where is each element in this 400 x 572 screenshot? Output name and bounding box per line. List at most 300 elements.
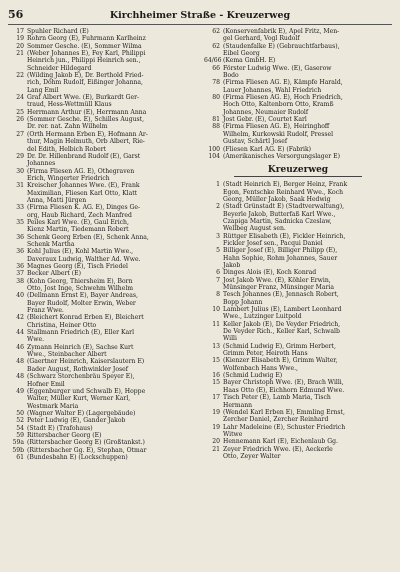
resident-names: [27, 263, 196, 270]
house-number: 81: [212, 116, 220, 124]
section-heading: Kreuzerweg: [234, 165, 362, 177]
resident-names: [223, 372, 392, 379]
address-entry: [204, 43, 392, 58]
entry-line: (Firma Fliesen AG. E), Hoch Friedrich,: [223, 94, 343, 102]
entry-line: Willi: [223, 335, 237, 343]
resident-names: [27, 116, 196, 131]
house-number: 17: [212, 394, 220, 402]
house-number: 66: [212, 64, 220, 72]
address-entry: [8, 248, 196, 263]
address-entry: [8, 447, 196, 454]
entry-line: Erich, Wingerter Friedrich: [27, 174, 110, 182]
entry-line: Billiger Josef (E), Billiger Philipp (E),: [223, 247, 338, 255]
entry-line: Zercher Daniel, Zercher Reinhard: [223, 416, 329, 424]
entry-line: Rüttger Elisabeth (E), Fickler Heinrich,: [223, 232, 346, 240]
house-number: 104: [208, 152, 220, 160]
resident-names: [223, 277, 392, 292]
address-entry: [204, 409, 392, 424]
house-number: 16: [212, 372, 220, 380]
address-entry: [8, 168, 196, 183]
resident-names: [27, 131, 196, 153]
entry-line: Wilhelm, Kurkowski Rudolf, Pressel: [223, 130, 334, 138]
address-entry: [8, 153, 196, 168]
entry-line: Stallmann Friedrich (E), Eller Karl: [27, 329, 135, 337]
house-number: 27: [16, 130, 24, 138]
resident-names: [27, 358, 196, 373]
resident-names: [223, 181, 392, 203]
address-entry: [204, 79, 392, 94]
entry-line: Hahn Sophie, Rohm Johannes, Sauer: [223, 254, 338, 262]
resident-names: [27, 43, 196, 50]
resident-names: [223, 153, 392, 160]
resident-names: [223, 203, 392, 232]
resident-names: [27, 278, 196, 293]
address-entry: [8, 35, 196, 42]
house-number: 30: [16, 167, 24, 175]
running-title: Kirchheimer Straße - Kreuzerweg: [109, 10, 291, 21]
right-column-bottom: [204, 181, 392, 460]
entry-line: Kreischer Johannes Wwe. (E), Frank: [27, 182, 140, 190]
resident-names: [27, 388, 196, 410]
house-number: 22: [16, 72, 24, 80]
house-number: 52: [16, 417, 24, 425]
entry-line: Schenk Martha: [27, 240, 75, 248]
house-number: 24: [16, 94, 24, 102]
entry-line: Otto, Jost Inge, Schwehm Wilhelm: [27, 285, 134, 293]
address-entry: [204, 379, 392, 394]
address-entry: [8, 454, 196, 461]
entry-line: (Orth Hermann Erben E), Hofmann Ar-: [27, 130, 148, 138]
house-number: 19: [212, 423, 220, 431]
entry-line: Magnes Georg (E), Tisch Friedel: [27, 263, 128, 270]
resident-names: [27, 50, 196, 72]
address-entry: [204, 28, 392, 43]
house-number: 36: [16, 248, 24, 256]
house-number: 42: [16, 314, 24, 322]
left-column: [8, 28, 196, 461]
house-number: 59: [16, 431, 24, 439]
address-entry: [204, 394, 392, 409]
entry-line: (Firma Fliesen K. AG. E), Dinges Ge-: [27, 204, 141, 212]
entry-line: Hofner Emil: [27, 380, 65, 388]
resident-names: [223, 146, 392, 153]
house-number: 38: [16, 277, 24, 285]
resident-names: [223, 57, 392, 64]
entry-line: (Schmid Ludwig E), Grimm Herbert,: [223, 342, 336, 350]
house-number: 17: [16, 28, 24, 35]
resident-names: [27, 248, 196, 263]
address-entry: [8, 358, 196, 373]
entry-line: Lauer Johannes, Wahl Friedrich: [223, 86, 322, 94]
entry-line: (Stadt E) (Trafohaus): [27, 424, 93, 432]
resident-names: [223, 247, 392, 269]
address-entry: [204, 424, 392, 439]
house-number: 19: [212, 408, 220, 416]
entry-line: Wwe., Steinbacher Albert: [27, 351, 107, 359]
entry-line: (Wilding Jakob E), Dr. Berthold Fried-: [27, 72, 144, 80]
entry-line: Johannes, Neumaier Rudolf: [223, 108, 309, 116]
resident-names: [27, 204, 196, 219]
address-entry: [204, 153, 392, 160]
entry-line: (Eggenburger und Schwalb E), Hoppe: [27, 387, 146, 395]
house-number: 15: [212, 379, 220, 387]
entry-line: Schneider Hildegard: [27, 64, 92, 72]
address-entry: [8, 43, 196, 50]
address-entry: [204, 146, 392, 153]
page-number: 56: [8, 8, 24, 21]
address-entry: [204, 438, 392, 445]
resident-names: [27, 270, 196, 277]
entry-line: (Kohn Georg, Thiersheim E), Born: [27, 277, 133, 285]
house-number: 64/66: [204, 57, 222, 65]
address-entry: [8, 94, 196, 109]
house-number: 7: [216, 276, 220, 284]
entry-line: (Rittersbacher Gg. E), Stephan, Otmar: [27, 446, 147, 454]
resident-names: [223, 79, 392, 94]
entry-line: (Gaertner Heinrich, Kaiserslautern E): [27, 358, 145, 366]
house-number: 78: [212, 79, 220, 87]
right-column-top: [204, 28, 392, 160]
resident-names: [27, 94, 196, 109]
entry-line: traud, Hess-Wettmüll Klaus: [27, 101, 112, 109]
entry-line: Otto, Zeyer Walter: [223, 452, 281, 460]
resident-names: [27, 417, 196, 424]
address-entry: [8, 314, 196, 329]
entry-line: (Firma Fliesen AG. E), Othegraven: [27, 167, 135, 175]
address-entry: [204, 116, 392, 123]
address-entry: [8, 263, 196, 270]
address-entry: [8, 50, 196, 72]
resident-names: [223, 233, 392, 248]
entry-line: Maximilian, Fliesen Karl Otto, Klatt: [27, 189, 138, 197]
house-number: 25: [16, 108, 24, 116]
entry-line: Hermann: [223, 401, 253, 409]
address-entry: [204, 291, 392, 306]
entry-line: (Schmid Ludwig E): [223, 372, 283, 380]
address-entry: [8, 131, 196, 153]
resident-names: [27, 410, 196, 417]
resident-names: [27, 182, 196, 204]
house-number: 20: [16, 42, 24, 50]
house-number: 21: [16, 50, 24, 58]
house-number: 49: [16, 387, 24, 395]
entry-line: (Fliesen Karl AG. E) (Fabrik): [223, 145, 312, 153]
entry-line: (Bleichert Konrad Erben E), Bleichert: [27, 314, 144, 322]
entry-line: Dinges Alois (E), Koch Konrad: [223, 269, 317, 277]
resident-names: [27, 447, 196, 454]
address-entry: [8, 270, 196, 277]
entry-line: Dr. rer. nat. Zahn Wilhelm: [27, 123, 108, 131]
house-number: 8: [216, 291, 220, 299]
entry-line: Herrmann Arthur (E), Herrmann Anna: [27, 108, 147, 116]
resident-names: [223, 424, 392, 439]
house-number: 48: [16, 358, 24, 366]
right-column: [204, 28, 392, 461]
entry-line: gel Gerhard, Vogl Rudolf: [223, 35, 300, 43]
address-entry: [8, 182, 196, 204]
resident-names: [27, 439, 196, 446]
entry-line: (Rittersbacher Georg E) (Großtankst.): [27, 439, 145, 447]
address-entry: [204, 372, 392, 379]
resident-names: [27, 344, 196, 359]
entry-line: Wwe.: [27, 336, 45, 344]
resident-names: [27, 329, 196, 344]
entry-line: Lambert Julius (E), Lambert Leonhard: [223, 306, 342, 314]
entry-line: Anna, Matti Jürgen: [27, 196, 87, 204]
entry-line: Wellbeg August sen.: [223, 225, 286, 233]
resident-names: [27, 432, 196, 439]
address-entry: [8, 109, 196, 116]
resident-names: [223, 43, 392, 58]
house-number: 36: [16, 263, 24, 270]
address-entry: [8, 417, 196, 424]
house-number: 88: [212, 123, 220, 131]
entry-line: De Veyder Rich., Keller Karl, Schwalb: [223, 328, 340, 336]
address-entry: [8, 329, 196, 344]
entry-line: (Weber Johannes E), Fey Karl, Philippi: [27, 50, 146, 58]
address-entry: [8, 116, 196, 131]
address-entry: [8, 388, 196, 410]
resident-names: [223, 28, 392, 43]
entry-line: (Sommer Gesche. E), Schilles August,: [27, 116, 145, 124]
entry-line: (Kienzer Elisabeth E), Grimm Walter,: [223, 357, 338, 365]
entry-line: Münsinger Franz, Münsinger Maria: [223, 284, 335, 291]
address-entry: [8, 219, 196, 234]
entry-line: Fickler Josef sen., Pacqui Daniel: [223, 239, 323, 247]
resident-names: [27, 219, 196, 234]
house-number: 46: [16, 343, 24, 351]
address-entry: [8, 28, 196, 35]
house-number: 19: [16, 35, 24, 43]
entry-line: rich, Döhm Rudolf, Eißinger Johanna,: [27, 79, 143, 87]
address-entry: [204, 65, 392, 80]
entry-line: (Firma Fliesen AG. E), Kämpfe Harald,: [223, 79, 343, 87]
address-entry: [204, 269, 392, 276]
entry-line: (Bundesbahn E) (Lockschuppen): [27, 453, 128, 461]
entry-line: del Edith, Helbich Robert: [27, 145, 107, 153]
address-entry: [204, 343, 392, 358]
entry-line: Zymann Heinrich (E), Sachse Kurt: [27, 343, 134, 351]
address-entry: [204, 233, 392, 248]
entry-line: Wolfenbach Hans Wwe.,: [223, 364, 298, 372]
entry-line: Hoch Otto, Kaltenborn Otto, Kramß: [223, 101, 334, 109]
entry-line: Grimm Peter, Heiroth Hans: [223, 350, 308, 358]
address-entry: [8, 432, 196, 439]
entry-line: (Firma Fliesen AG. E), Heiringhoff: [223, 123, 330, 131]
entry-line: Schenk Georg Erben (E), Schenk Anna,: [27, 233, 149, 241]
house-number: 50: [16, 409, 24, 417]
resident-names: [27, 292, 196, 314]
house-number: 2: [216, 203, 220, 211]
house-number: 6: [216, 269, 220, 277]
address-entry: [204, 94, 392, 116]
resident-names: [223, 438, 392, 445]
resident-names: [223, 94, 392, 116]
resident-names: [223, 394, 392, 409]
entry-line: Egon, Fentschke Reinhard Wwe., Koch: [223, 188, 344, 196]
entry-line: Kohl Julius (E), Kohl Martin Wwe.,: [27, 248, 134, 256]
resident-names: [223, 291, 392, 306]
entry-line: Georg, Müller Jakob, Saak Hedwig: [223, 195, 331, 203]
resident-names: [27, 373, 196, 388]
resident-names: [27, 314, 196, 329]
address-entry: [204, 181, 392, 203]
house-number: 11: [212, 320, 220, 328]
house-number: 15: [212, 357, 220, 365]
entry-line: Czapiga Martin, Sadnicka Czeslaw,: [223, 217, 332, 225]
entry-line: Gustav, Schärtl Josef: [223, 138, 288, 146]
house-number: 13: [212, 342, 220, 350]
address-entry: [204, 277, 392, 292]
entry-line: (Stadt Heinrich E), Berger Heinz, Frank: [223, 181, 348, 189]
entry-line: Beyerle Jakob, Butterfaß Karl Wwe.,: [223, 210, 336, 218]
entry-line: Jakob: [223, 261, 241, 269]
address-entry: [204, 57, 392, 64]
house-number: 100: [208, 145, 220, 153]
entry-line: Witwe: [223, 430, 243, 438]
resident-names: [27, 35, 196, 42]
address-entry: [8, 234, 196, 249]
entry-line: Bodo: [223, 72, 239, 80]
address-entry: [204, 446, 392, 461]
resident-names: [27, 72, 196, 94]
address-entry: [8, 72, 196, 94]
house-number: 10: [212, 306, 220, 314]
entry-line: Peiles Karl Wwe. (E), Gaul Erich,: [27, 218, 129, 226]
entry-line: org, Haub Richard, Zech Manfred: [27, 211, 132, 219]
entry-line: Tesch Johannes (E), Jennasch Robert,: [223, 291, 339, 299]
house-number: 1: [216, 181, 220, 189]
house-number: 44: [16, 329, 24, 337]
entry-line: Bayer Christoph Wwe. (E), Brach Willi,: [223, 379, 344, 387]
house-number: 5: [216, 247, 220, 255]
house-number: 20: [212, 438, 220, 446]
entry-line: Wwe., Lutzinger Luitpold: [223, 313, 302, 321]
entry-line: Tisch Peter (E), Lamb Maria, Tisch: [223, 394, 331, 402]
entry-line: Daveraux Ludwig, Walther Ad. Wwe.: [27, 255, 141, 263]
house-number: 40: [16, 292, 24, 300]
address-entry: [8, 439, 196, 446]
entry-line: Westmark Maria: [27, 402, 79, 410]
entry-line: Heinrich jun., Philippi Heinrich sen.,: [27, 57, 141, 65]
entry-line: Christina, Heiner Otto: [27, 321, 97, 329]
entry-line: Bader August, Rothwinkler Josef: [27, 365, 128, 373]
resident-names: [223, 321, 392, 343]
address-entry: [204, 203, 392, 232]
entry-line: Lang Emil: [27, 86, 59, 94]
resident-names: [223, 343, 392, 358]
entry-line: Kienz Martin, Tiedemann Robert: [27, 226, 129, 234]
address-entry: [204, 321, 392, 343]
house-number: 62: [212, 28, 220, 35]
entry-line: Bayer Rudolf, Molter Erwin, Weber: [27, 299, 136, 307]
resident-names: [27, 234, 196, 249]
entry-line: Jost Jakob Wwe. (E), Köhler Erwin,: [223, 276, 331, 284]
entry-line: (Stadt Grünstadt E) (Stadtverwaltung),: [223, 203, 345, 211]
entry-line: (Wendel Karl Erben E), Emmling Ernst,: [223, 408, 345, 416]
resident-names: [27, 425, 196, 432]
resident-names: [27, 168, 196, 183]
address-entry: [8, 410, 196, 417]
house-number: 62: [212, 42, 220, 50]
resident-names: [27, 454, 196, 461]
house-number: 35: [16, 218, 24, 226]
entry-line: Johannes: [27, 160, 56, 168]
house-number: 54: [16, 424, 24, 432]
entry-line: Walter, Müller Kurt, Werner Karl,: [27, 395, 131, 403]
resident-names: [223, 123, 392, 145]
house-number: 31: [16, 182, 24, 190]
entry-line: Hennemann Karl (E), Eichenlaub Gg.: [223, 438, 338, 446]
entry-line: Förster Ludwig Wwe. (E), Gaserow: [223, 64, 332, 72]
entry-line: (Kema GmbH. E): [223, 57, 276, 65]
resident-names: [223, 446, 392, 461]
entry-line: Eibel Georg: [223, 50, 260, 58]
house-number: 48: [16, 373, 24, 381]
resident-names: [223, 379, 392, 394]
resident-names: [223, 65, 392, 80]
entry-line: Keller Jakob (E), De Veyder Friedrich,: [223, 320, 341, 328]
address-entry: [204, 357, 392, 372]
entry-line: Sommer Gesche. (E), Sommer Wilma: [27, 42, 142, 50]
entry-line: (Schwarz Storchenbräu Speyer E),: [27, 373, 135, 381]
entry-line: (Wagner Walter E) (Lagergebäude): [27, 409, 136, 417]
entry-line: Graf Albert Wwe. (E), Burkardt Ger-: [27, 94, 140, 102]
entry-line: Becker Albert (E): [27, 270, 82, 278]
resident-names: [27, 109, 196, 116]
address-entry: [8, 425, 196, 432]
address-entry: [204, 306, 392, 321]
address-entry: [8, 204, 196, 219]
house-number: 59a: [12, 439, 24, 447]
house-number: 36: [16, 233, 24, 241]
entry-line: Jost Gebr. (E), Courtet Karl: [223, 116, 307, 124]
entry-line: Haas Otto (E), Eichhorn Edmund Wwe.: [223, 386, 345, 394]
entry-line: Lahr Madeleine (E), Schuster Friedrich: [223, 423, 346, 431]
resident-names: [223, 306, 392, 321]
address-entry: [8, 278, 196, 293]
entry-line: Rohrn Georg (E), Fuhrmann Karlheinz: [27, 35, 146, 43]
address-entry: [204, 247, 392, 269]
resident-names: [27, 153, 196, 168]
entry-line: Dr. Dr. Hillenbrand Rudolf (E), Garst: [27, 152, 141, 160]
entry-line: (Staudenfalke E) (Gebrauchtfarbaus),: [223, 42, 340, 50]
house-number: 3: [216, 232, 220, 240]
house-number: 21: [212, 445, 220, 453]
address-entry: [8, 344, 196, 359]
page-header: [8, 8, 392, 25]
house-number: 61: [16, 453, 24, 461]
entry-line: Peter Ludwig (E), Gander Jakob: [27, 417, 126, 425]
house-number: 80: [212, 94, 220, 102]
address-entry: [204, 123, 392, 145]
house-number: 37: [16, 270, 24, 278]
house-number: 59b: [12, 446, 24, 454]
resident-names: [223, 269, 392, 276]
resident-names: [223, 357, 392, 372]
address-entry: [8, 373, 196, 388]
house-number: 33: [16, 204, 24, 212]
resident-names: [27, 28, 196, 35]
house-number: 29: [16, 152, 24, 160]
resident-names: [223, 409, 392, 424]
entry-line: (Konservenfabrik E), Apel Fritz, Men-: [223, 28, 340, 35]
resident-names: [223, 116, 392, 123]
entry-line: Bopp Johann: [223, 298, 263, 306]
entry-line: (Dellmann Ernst E), Bayer Andreas,: [27, 292, 138, 300]
entry-line: Spuhler Richard (E): [27, 28, 89, 35]
address-entry: [8, 292, 196, 314]
